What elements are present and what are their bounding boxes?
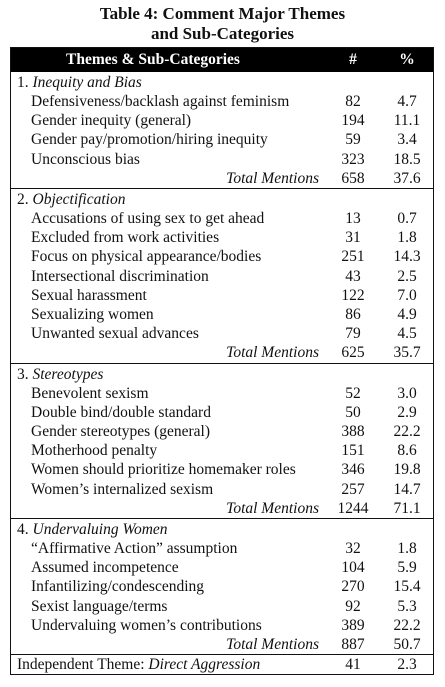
- row-count: 92: [345, 597, 361, 615]
- row-label: Gender inequity (general): [31, 112, 192, 130]
- row-percent: 7.0: [397, 286, 417, 304]
- total-percent: 35.7: [393, 344, 421, 362]
- row-count: 122: [341, 286, 365, 304]
- row-label: Defensiveness/backlash against feminism: [31, 93, 290, 110]
- table-row: [11, 422, 433, 441]
- section-4: [11, 518, 433, 654]
- row-count: 151: [341, 442, 365, 460]
- total-row: [11, 635, 433, 654]
- row-label: Women’s internalized sexism: [31, 480, 214, 498]
- table-row: [11, 228, 433, 247]
- row-count: 104: [341, 559, 365, 577]
- row-percent: 1.8: [397, 540, 417, 558]
- row-count: 32: [345, 540, 361, 558]
- row-label: Intersectional discrimination: [31, 267, 209, 285]
- row-count: 388: [341, 423, 365, 441]
- section-number: 2.: [17, 191, 29, 209]
- row-percent: 18.5: [393, 150, 421, 168]
- header-themes: Themes & Sub-Categories: [66, 51, 240, 68]
- row-label: Assumed incompetence: [31, 559, 179, 577]
- table-row: [11, 247, 433, 266]
- table-title-line-1: Table 4: Comment Major Themes: [99, 4, 346, 23]
- row-label: Benevolent sexism: [31, 384, 149, 402]
- total-row: [11, 169, 433, 188]
- section-name: Inequity and Bias: [32, 74, 142, 91]
- total-count: 1244: [337, 499, 369, 517]
- row-count: 86: [345, 306, 361, 324]
- row-label: Gender pay/promotion/hiring inequity: [31, 131, 268, 149]
- row-count: 13: [345, 210, 361, 228]
- total-percent: 71.1: [393, 499, 421, 517]
- row-percent: 14.3: [393, 248, 421, 266]
- row-label: Focus on physical appearance/bodies: [31, 248, 262, 266]
- row-count: 251: [341, 248, 365, 266]
- row-count: 59: [345, 131, 361, 149]
- section-2: [11, 188, 433, 363]
- row-count: 31: [345, 229, 361, 247]
- row-count: 323: [341, 150, 365, 168]
- table-row: [11, 597, 433, 616]
- total-row: [11, 499, 433, 518]
- section-1: [11, 72, 433, 188]
- row-label: Women should prioritize homemaker roles: [31, 461, 296, 479]
- independent-theme-name: Direct Aggression: [148, 656, 261, 674]
- row-count: 257: [341, 480, 365, 498]
- header-percent: %: [399, 51, 415, 68]
- table-row: [11, 324, 433, 343]
- independent-theme-percent: 2.3: [397, 656, 417, 674]
- row-label: Motherhood penalty: [31, 442, 158, 460]
- independent-theme-prefix: Independent Theme:: [17, 656, 149, 674]
- total-row: [11, 343, 433, 362]
- table-row: [11, 384, 433, 403]
- row-label: Sexual harassment: [31, 286, 147, 304]
- table-row: [11, 403, 433, 422]
- section-title: [11, 365, 433, 384]
- total-percent: 37.6: [393, 169, 421, 187]
- row-percent: 3.4: [397, 131, 417, 149]
- row-percent: 22.2: [393, 423, 421, 441]
- row-count: 52: [345, 384, 361, 402]
- table-row: [11, 539, 433, 558]
- row-label: Undervaluing women’s contributions: [31, 616, 262, 634]
- row-count: 50: [345, 403, 361, 421]
- table-row: [11, 616, 433, 635]
- row-percent: 19.8: [393, 461, 421, 479]
- section-name: Objectification: [32, 191, 126, 209]
- section-title: [11, 190, 433, 209]
- row-label: Gender stereotypes (general): [31, 423, 211, 441]
- total-count: 887: [341, 636, 365, 654]
- row-count: 389: [341, 616, 365, 634]
- row-percent: 4.9: [397, 306, 417, 324]
- total-label: Total Mentions: [226, 499, 319, 517]
- table-row: [11, 577, 433, 596]
- row-label: Accusations of using sex to get ahead: [31, 210, 265, 228]
- row-percent: 4.7: [397, 93, 417, 110]
- row-percent: 1.8: [397, 229, 417, 247]
- row-label: Double bind/double standard: [31, 403, 211, 421]
- row-percent: 14.7: [393, 480, 421, 498]
- independent-theme-row: [11, 654, 433, 674]
- table-row: [11, 150, 433, 169]
- section-title: [11, 520, 433, 539]
- section-title: [11, 73, 433, 92]
- row-label: Unconscious bias: [31, 150, 140, 168]
- section-number: 1.: [17, 74, 29, 91]
- section-3: [11, 363, 433, 518]
- row-percent: 8.6: [397, 442, 417, 460]
- row-percent: 5.3: [397, 597, 417, 615]
- row-percent: 3.0: [397, 384, 417, 402]
- row-percent: 4.5: [397, 325, 417, 343]
- table-row: [11, 305, 433, 324]
- total-count: 625: [341, 344, 365, 362]
- table-title-line-2: and Sub-Categories: [150, 24, 295, 43]
- table-row: [11, 92, 433, 111]
- row-count: 43: [345, 267, 361, 285]
- row-count: 194: [341, 112, 365, 130]
- section-number: 3.: [17, 365, 29, 383]
- table-title: [0, 0, 445, 44]
- table-row: [11, 460, 433, 479]
- header-count: #: [349, 51, 357, 68]
- section-name: Stereotypes: [32, 365, 104, 383]
- table-row: [11, 267, 433, 286]
- row-label: “Affirmative Action” assumption: [31, 540, 238, 558]
- row-count: 79: [345, 325, 361, 343]
- table-row: [11, 130, 433, 149]
- section-name: Undervaluing Women: [32, 521, 168, 539]
- table-row: [11, 558, 433, 577]
- row-count: 270: [341, 578, 365, 596]
- table-row: [11, 111, 433, 130]
- row-percent: 2.5: [397, 267, 417, 285]
- row-percent: 2.9: [397, 403, 417, 421]
- row-percent: 22.2: [393, 616, 421, 634]
- row-percent: 15.4: [393, 578, 421, 596]
- row-percent: 5.9: [397, 559, 417, 577]
- independent-theme-count: 41: [345, 656, 361, 674]
- row-label: Sexist language/terms: [31, 597, 168, 615]
- total-label: Total Mentions: [226, 636, 319, 654]
- table-row: [11, 209, 433, 228]
- row-count: 82: [345, 93, 361, 110]
- themes-table: [10, 47, 434, 675]
- table-body: [11, 72, 433, 654]
- table-row: [11, 480, 433, 499]
- row-label: Sexualizing women: [31, 306, 154, 324]
- row-count: 346: [341, 461, 365, 479]
- row-label: Unwanted sexual advances: [31, 325, 199, 343]
- row-percent: 0.7: [397, 210, 417, 228]
- table-row: [11, 441, 433, 460]
- total-count: 658: [341, 169, 365, 187]
- table-row: [11, 286, 433, 305]
- total-percent: 50.7: [393, 636, 421, 654]
- independent-theme-label: [11, 655, 325, 674]
- row-percent: 11.1: [393, 112, 421, 130]
- total-label: Total Mentions: [226, 169, 319, 187]
- table-header: [11, 48, 433, 72]
- total-label: Total Mentions: [226, 344, 319, 362]
- row-label: Excluded from work activities: [31, 229, 220, 247]
- section-number: 4.: [17, 521, 29, 539]
- row-label: Infantilizing/condescending: [31, 578, 205, 596]
